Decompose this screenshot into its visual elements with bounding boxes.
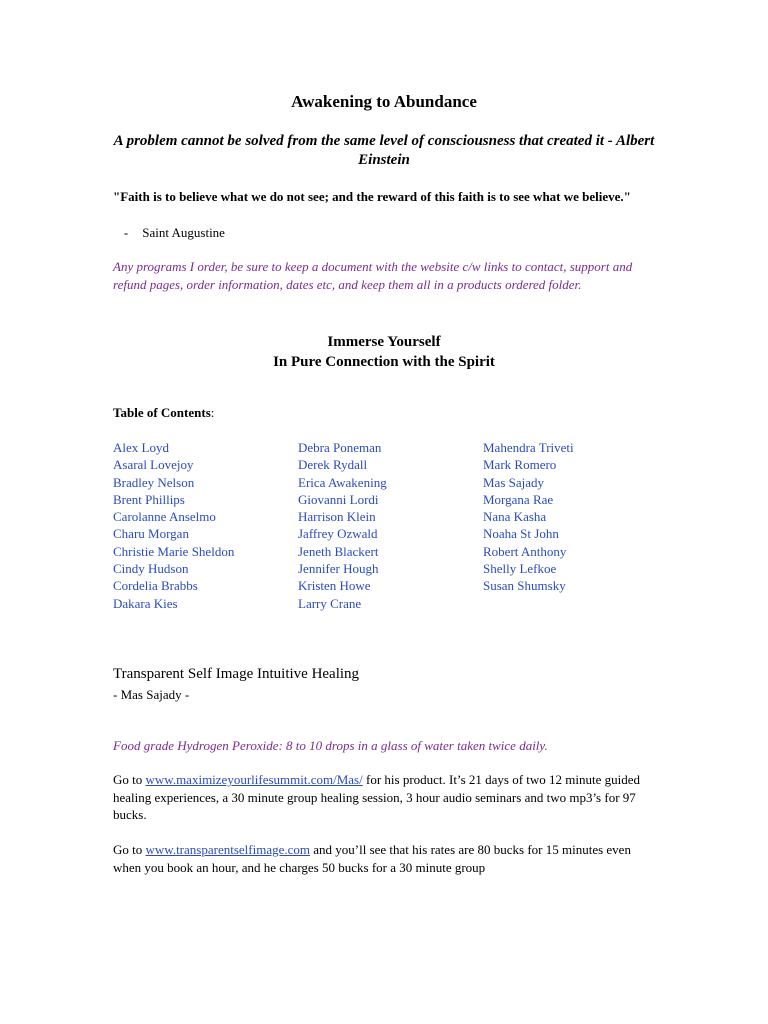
faith-quote: "Faith is to believe what we do not see; and the reward of this faith is to see what we believe." <box>113 189 631 204</box>
toc-link[interactable]: Carolanne Anselmo <box>113 509 216 525</box>
paragraph-rates <box>113 841 653 876</box>
toc-link[interactable]: Mahendra Triveti <box>483 440 574 455</box>
toc-column-3 <box>483 439 574 595</box>
paragraph-summit <box>113 771 653 824</box>
toc-link[interactable]: Erica Awakening <box>298 474 387 490</box>
paragraph-text: and you’ll see that his rates are 80 bucks for 15 minutes even when you book an hour, and he charges 50 bucks for a 30 minute group <box>113 842 631 875</box>
program-order-note: Any programs I order, be sure to keep a document with the website c/w links to contact, support and refund pages, order information, dates etc, and keep them all in a products ordered folder. <box>113 259 633 292</box>
section-heading <box>0 332 768 372</box>
toc-link[interactable]: Charu Morgan <box>113 526 189 542</box>
toc-link[interactable]: Cordelia Brabbs <box>113 578 198 594</box>
toc-link[interactable]: Derek Rydall <box>298 457 368 473</box>
toc-link[interactable]: Asaral Lovejoy <box>113 457 194 473</box>
document-title: Awakening to Abundance <box>291 92 477 111</box>
einstein-quote: A problem cannot be solved from the same level of consciousness that created it - Albert Einstein <box>113 133 655 168</box>
toc-label-colon: : <box>210 405 215 420</box>
toc-column-1 <box>113 439 234 612</box>
toc-label <box>113 405 214 421</box>
toc-link[interactable]: Debra Poneman <box>298 440 382 455</box>
article-author: - Mas Sajady - <box>113 687 190 702</box>
attribution-dash: - <box>123 225 129 240</box>
toc-link[interactable]: Cindy Hudson <box>113 561 189 577</box>
toc-link[interactable]: Bradley Nelson <box>113 474 195 490</box>
toc-link[interactable]: Mark Romero <box>483 457 557 473</box>
paragraph-prefix: Go to <box>113 842 146 857</box>
toc-link[interactable]: Morgana Rae <box>483 491 554 507</box>
paragraph-prefix: Go to <box>113 772 146 787</box>
toc-link[interactable]: Shelly Lefkoe <box>483 561 557 577</box>
faith-quote-attribution <box>113 224 225 241</box>
paragraph-text: for his product. It’s 21 days of two 12 minute guided healing experiences, a 30 minute group healing session, 3 hour audio seminars and two mp3’s for 97 bucks. <box>113 772 641 822</box>
toc-link[interactable]: Mas Sajady <box>483 474 545 490</box>
attribution-author: Saint Augustine <box>142 225 225 240</box>
toc-link[interactable]: Alex Loyd <box>113 440 169 455</box>
transparent-self-image-link[interactable]: www.transparentselfimage.com <box>145 842 310 857</box>
article-title: Transparent Self Image Intuitive Healing <box>113 666 360 682</box>
toc-link[interactable]: Noaha St John <box>483 526 559 542</box>
toc-link[interactable]: Harrison Klein <box>298 509 376 525</box>
toc-link[interactable]: Brent Phillips <box>113 491 185 507</box>
toc-label-text: Table of Contents <box>113 405 211 420</box>
toc-link[interactable]: Jennifer Hough <box>298 561 379 577</box>
section-heading-line-2: In Pure Connection with the Spirit <box>273 354 495 370</box>
toc-link[interactable]: Robert Anthony <box>483 543 567 559</box>
toc-link[interactable]: Larry Crane <box>298 595 362 611</box>
toc-link[interactable]: Jaffrey Ozwald <box>298 526 378 542</box>
toc-link[interactable]: Giovanni Lordi <box>298 491 379 507</box>
toc-link[interactable]: Christie Marie Sheldon <box>113 543 235 559</box>
peroxide-note: Food grade Hydrogen Peroxide: 8 to 10 drops in a glass of water taken twice daily. <box>113 738 548 753</box>
toc-link[interactable]: Dakara Kies <box>113 595 178 611</box>
toc-link[interactable]: Kristen Howe <box>298 578 371 594</box>
section-heading-line-1: Immerse Yourself <box>327 334 441 350</box>
toc-link[interactable]: Susan Shumsky <box>483 578 566 594</box>
toc-link[interactable]: Nana Kasha <box>483 509 547 525</box>
toc-column-2 <box>298 439 387 612</box>
toc-link[interactable]: Jeneth Blackert <box>298 543 379 559</box>
summit-link[interactable]: www.maximizeyourlifesummit.com/Mas/ <box>145 772 363 787</box>
